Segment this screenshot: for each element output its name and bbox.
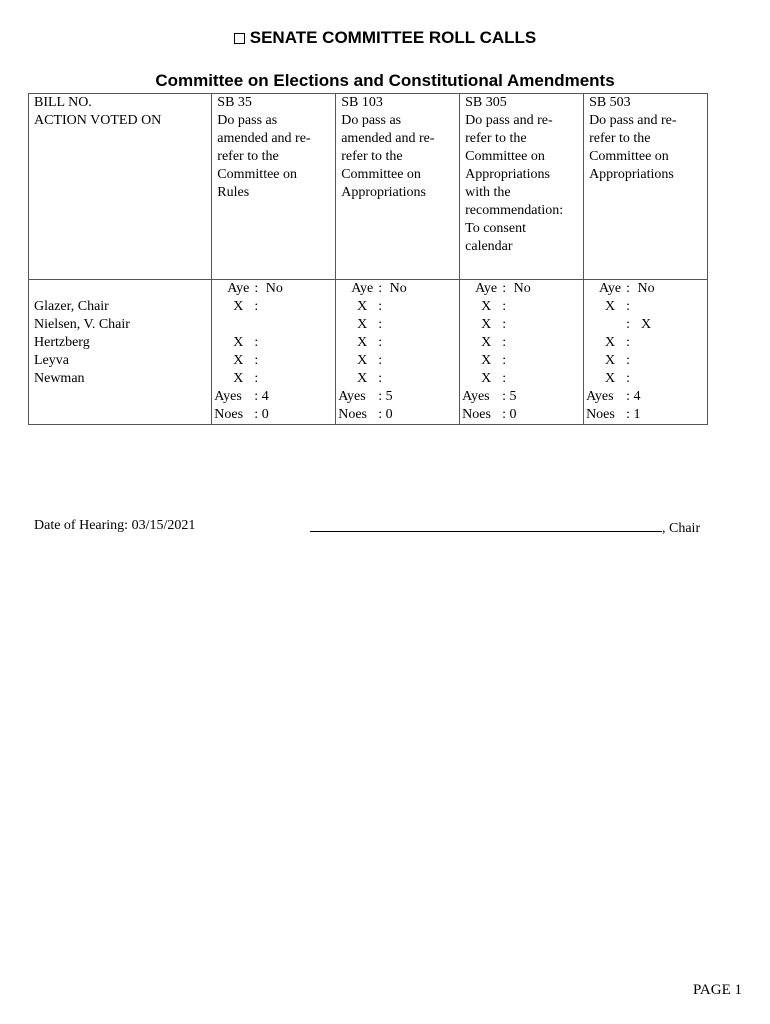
action-cell	[212, 112, 336, 280]
bill-number: SB 305	[460, 94, 584, 113]
aye-heading: Aye	[227, 281, 250, 296]
aye-mark: X	[481, 317, 492, 332]
roll-call-table	[28, 93, 708, 425]
aye-mark: X	[481, 335, 492, 350]
aye-mark: X	[605, 353, 616, 368]
action-voted-on-label: ACTION VOTED ON	[29, 112, 212, 280]
aye-heading: Aye	[599, 281, 622, 296]
aye-mark: X	[481, 353, 492, 368]
vote-cell: X :	[336, 352, 460, 370]
vote-cell: X :	[212, 298, 336, 316]
member-name: Glazer, Chair	[29, 298, 212, 316]
noes-count: 0	[261, 407, 269, 422]
blank-cell	[29, 280, 212, 299]
page-number: PAGE 1	[692, 982, 742, 998]
ayes-label: Ayes	[462, 389, 490, 404]
vote-totals: Ayes : 4 Noes : 1	[584, 388, 708, 425]
signature-line[interactable]	[310, 518, 662, 532]
vote-cell: X :	[336, 334, 460, 352]
noes-label: Noes	[586, 407, 615, 422]
date-label: Date of Hearing:	[34, 518, 129, 533]
vote-cell: X :	[336, 298, 460, 316]
noes-label: Noes	[462, 407, 491, 422]
vote-cell: X :	[584, 370, 708, 388]
action-text: Do pass as amended and re-refer to the Committee on Rules	[217, 113, 311, 200]
action-cell	[336, 112, 460, 280]
vote-cell: X :	[336, 370, 460, 388]
aye-heading: Aye	[351, 281, 374, 296]
aye-no-header: Aye : No	[460, 280, 584, 299]
aye-mark: X	[605, 335, 616, 350]
aye-heading: Aye	[475, 281, 498, 296]
aye-no-header: Aye : No	[212, 280, 336, 299]
bill-no-label: BILL NO.	[29, 94, 212, 113]
vote-cell: X :	[584, 298, 708, 316]
bill-number: SB 503	[584, 94, 708, 113]
no-heading: No	[513, 281, 531, 296]
vote-cell: X :	[336, 316, 460, 334]
ayes-count: 4	[261, 389, 269, 404]
title-text: SENATE COMMITTEE ROLL CALLS	[249, 28, 537, 47]
vote-totals: Ayes : 5 Noes : 0	[460, 388, 584, 425]
chair-signature	[310, 518, 700, 537]
vote-cell: X :	[584, 352, 708, 370]
ayes-count: 4	[633, 389, 641, 404]
vote-cell: X :	[212, 370, 336, 388]
aye-mark: X	[357, 317, 368, 332]
no-mark: X	[641, 317, 652, 332]
vote-cell: X :	[460, 298, 584, 316]
noes-label: Noes	[214, 407, 244, 422]
vote-cell: X :	[460, 316, 584, 334]
noes-count: 0	[385, 407, 393, 422]
aye-mark: X	[233, 371, 244, 386]
vote-cell-empty	[212, 316, 336, 334]
vote-cell: : X	[584, 316, 708, 334]
aye-mark: X	[357, 299, 368, 314]
aye-mark: X	[233, 353, 244, 368]
aye-mark: X	[357, 353, 368, 368]
action-text: Do pass and re-refer to the Committee on Appropriations with the recommendation: To consent calendar	[465, 113, 564, 254]
bill-number: SB 35	[212, 94, 336, 113]
date-value: 03/15/2021	[131, 518, 196, 533]
aye-mark: X	[233, 299, 244, 314]
vote-cell: X :	[584, 334, 708, 352]
member-name: Leyva	[29, 352, 212, 370]
action-cell	[460, 112, 584, 280]
committee-name: Committee on Elections and Constitutional Amendments	[155, 71, 615, 90]
vote-cell: X :	[212, 352, 336, 370]
action-cell	[584, 112, 708, 280]
action-text: Do pass as amended and re-refer to the Committee on Appropriations	[341, 113, 435, 200]
blank-cell	[29, 388, 212, 425]
action-text: Do pass and re-refer to the Committee on Appropriations	[589, 113, 677, 182]
aye-mark: X	[357, 371, 368, 386]
vote-totals: Ayes : 4 Noes : 0	[212, 388, 336, 425]
ayes-label: Ayes	[214, 389, 242, 404]
no-heading: No	[389, 281, 407, 296]
vote-totals: Ayes : 5 Noes : 0	[336, 388, 460, 425]
noes-count: 0	[509, 407, 517, 422]
bill-number: SB 103	[336, 94, 460, 113]
hearing-date	[34, 518, 195, 534]
no-heading: No	[265, 281, 283, 296]
aye-no-header: Aye : No	[584, 280, 708, 299]
checkbox-icon[interactable]	[234, 33, 245, 44]
vote-cell: X :	[460, 334, 584, 352]
ayes-count: 5	[385, 389, 393, 404]
noes-count: 1	[633, 407, 641, 422]
member-name: Hertzberg	[29, 334, 212, 352]
aye-mark: X	[605, 371, 616, 386]
aye-mark: X	[481, 371, 492, 386]
aye-mark: X	[233, 335, 244, 350]
aye-mark: X	[357, 335, 368, 350]
vote-cell: X :	[460, 352, 584, 370]
member-name: Nielsen, V. Chair	[29, 316, 212, 334]
signature-suffix: , Chair	[662, 521, 701, 536]
aye-mark: X	[605, 299, 616, 314]
member-name: Newman	[29, 370, 212, 388]
ayes-label: Ayes	[338, 389, 366, 404]
ayes-count: 5	[509, 389, 517, 404]
vote-cell: X :	[460, 370, 584, 388]
vote-cell: X :	[212, 334, 336, 352]
aye-mark: X	[481, 299, 492, 314]
document-title	[0, 28, 770, 48]
noes-label: Noes	[338, 407, 367, 422]
aye-no-header: Aye : No	[336, 280, 460, 299]
ayes-label: Ayes	[586, 389, 614, 404]
no-heading: No	[637, 281, 655, 296]
